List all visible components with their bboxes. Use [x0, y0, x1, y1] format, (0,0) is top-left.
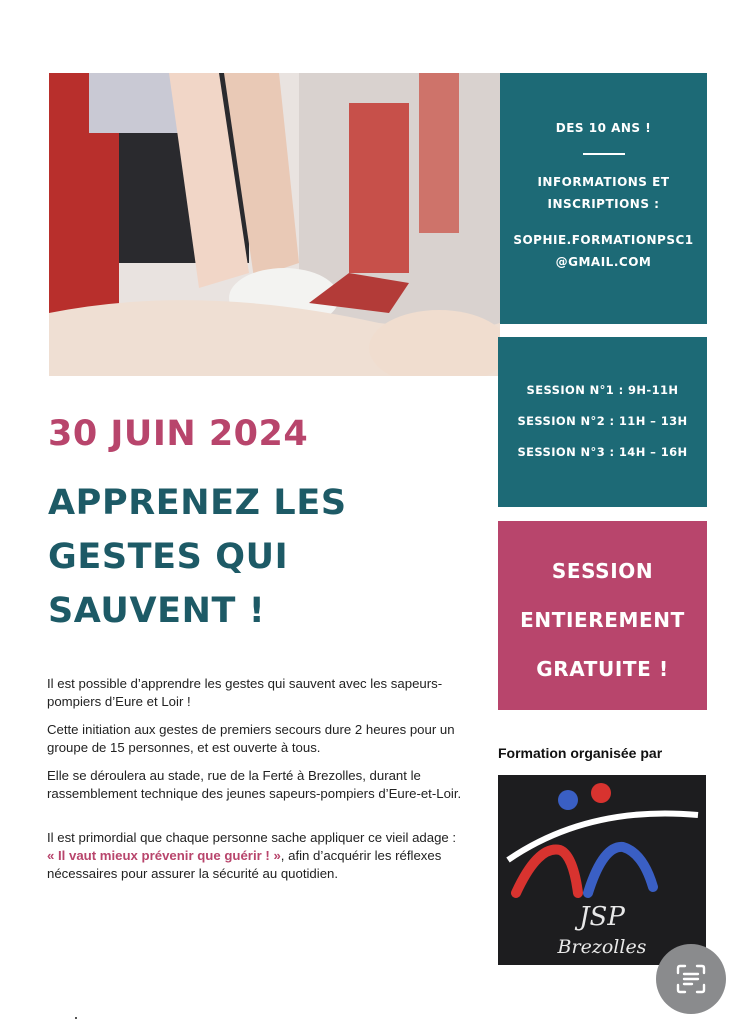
body-paragraph-2: Cette initiation aux gestes de premiers secours dure 2 heures pour un groupe de 15 personnes, et est ouverte à tous. — [47, 722, 455, 755]
contact-email-line2: @GMAIL.COM — [555, 255, 652, 269]
contact-email-line1: SOPHIE.FORMATIONPSC1 — [513, 233, 694, 247]
session-3: SESSION N°3 : 14H – 16H — [517, 445, 688, 459]
free-line3: GRATUITE ! — [536, 657, 669, 681]
free-line2: ENTIEREMENT — [520, 608, 685, 632]
adage-conclusion: , afin d’acquérir les réflexes nécessaires pour assurer la sécurité au quotidien. — [47, 848, 442, 881]
text-scan-button[interactable] — [656, 944, 726, 1014]
divider — [583, 153, 625, 155]
logo-graphic — [498, 775, 706, 965]
speck — [75, 1017, 77, 1019]
organizer-label: Formation organisée par — [498, 745, 663, 761]
text-scan-icon — [675, 963, 707, 995]
event-date: 30 JUIN 2024 — [48, 414, 309, 454]
sessions-box — [498, 337, 707, 507]
hero-photo — [49, 73, 500, 376]
cpr-training-illustration — [49, 73, 500, 376]
headline-line3: SAUVENT ! — [48, 591, 266, 631]
adage-quote: « Il vaut mieux prévenir que guérir ! » — [47, 848, 281, 863]
session-2: SESSION N°2 : 11H – 13H — [517, 414, 688, 428]
body-paragraph-1: Il est possible d’apprendre les gestes qui sauvent avec les sapeurs-pompiers d’Eure et Loir ! — [47, 676, 443, 709]
info-box — [500, 73, 707, 324]
session-1: SESSION N°1 : 9H-11H — [526, 383, 679, 397]
free-session-box — [498, 521, 707, 710]
headline-line1: APPRENEZ LES — [48, 483, 347, 523]
adage-intro: Il est primordial que chaque personne sache appliquer ce vieil adage : — [47, 830, 457, 845]
free-line1: SESSION — [551, 559, 654, 583]
logo-blue-dot — [558, 790, 578, 810]
body-paragraph-3: Elle se déroulera au stade, rue de la Ferté à Brezolles, durant le rassemblement technique des jeunes sapeurs-pompiers d’Eure-et-Loir. — [47, 768, 462, 801]
logo-brezolles-text: Brezolles — [557, 936, 647, 958]
headline-line2: GESTES QUI — [48, 537, 289, 577]
logo-jsp-text: JSP — [579, 902, 625, 932]
body-paragraph-4 — [47, 829, 487, 883]
headline — [48, 476, 488, 638]
logo-red-dot — [591, 783, 611, 803]
info-heading-line2: INSCRIPTIONS : — [547, 197, 660, 211]
info-heading-line1: INFORMATIONS ET — [537, 175, 670, 189]
age-requirement: DES 10 ANS ! — [555, 121, 652, 135]
jsp-brezolles-logo — [498, 775, 706, 965]
